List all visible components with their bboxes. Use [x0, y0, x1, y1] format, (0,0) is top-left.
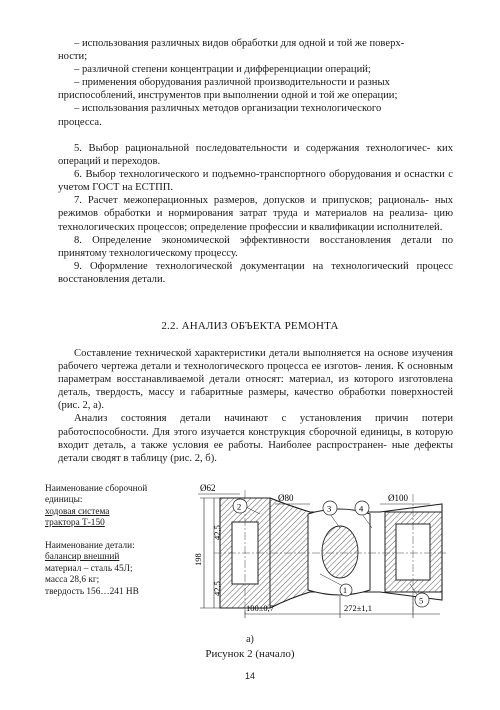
- dim-dia-100: Ø100: [388, 493, 408, 503]
- section-paragraph: Составление технической характеристики детали выполняется на основе изучения рабочего чертежа детали и технологического процесса ее изготов- ления. К основным параметрам восстанавливаемой детали относят: материал, из которого изготовлена деталь, твердость, массу и габаритные размеры, качество обработки поверхностей (рис. 2, а).: [58, 348, 453, 412]
- intro-line: процесса.: [58, 116, 102, 128]
- dim-42-5-top: 42,5: [212, 525, 222, 540]
- step-item: 6. Выбор технологического и подъемно-транспортного оборудования и оснастки с учетом ГОСТ на ЕСТПП.: [58, 169, 453, 194]
- svg-text:2: 2: [237, 501, 242, 512]
- intro-line: – различной степени концентрации и дифференциации операций;: [74, 64, 371, 76]
- mass-text: масса 28,6 кг;: [45, 575, 100, 586]
- page-number: 14: [244, 671, 255, 681]
- part-value: балансир внешний: [45, 552, 120, 563]
- assembly-unit-info: [45, 484, 173, 530]
- step-item: 7. Расчет межоперационных размеров, допусков и припусков; рациональ- ных режимов обработки и нормирования затрат труда и материалов на реализа- цию технологических процессов; определение профессии и квалификации исполнителей.: [58, 195, 453, 233]
- dim-dia-80: Ø80: [278, 493, 294, 503]
- svg-text:5: 5: [419, 595, 424, 606]
- intro-line: ности;: [58, 51, 88, 63]
- unit-label: Наименование сборочной единицы:: [45, 484, 148, 506]
- steps-list: [58, 142, 453, 286]
- dim-dia-62: Ø62: [200, 484, 216, 493]
- dim-42-5-bottom: 42,5: [212, 581, 222, 596]
- unit-value: ходовая система: [45, 506, 110, 517]
- dim-272: 272±1,1: [344, 603, 373, 613]
- intro-line: – применения оборудования различной производительности и разных: [74, 77, 390, 89]
- unit-value: трактора Т-150: [45, 518, 105, 529]
- figure-sublabel: а): [246, 634, 254, 645]
- part-label: Наименование детали:: [45, 541, 135, 551]
- intro-list: [58, 37, 453, 129]
- intro-line: приспособлений, инструментов при выполнении одной и той же операции;: [58, 90, 398, 102]
- part-drawing: [180, 484, 450, 632]
- section-paragraph: Анализ состояния детали начинают с установления причин потери работоспособности. Для этого изучается конструкция сборочной единицы, в которую входит деталь, а также условия ее работы. Наиболее распространен- ные дефекты детали сводят в таблицу (рис. 2, б).: [58, 413, 453, 464]
- section-body: [58, 347, 453, 465]
- part-info: [45, 541, 173, 598]
- section-heading: 2.2. АНАЛИЗ ОБЪЕКТА РЕМОНТА: [161, 320, 339, 332]
- step-item: 8. Определение экономической эффективности восстановления детали по принятому технологическому процессу.: [58, 234, 453, 259]
- svg-text:4: 4: [359, 503, 364, 514]
- dim-100: 100±0,7: [246, 603, 275, 613]
- svg-text:3: 3: [327, 503, 332, 514]
- intro-line: – использования различных методов организации технологического: [74, 103, 382, 115]
- svg-text:1: 1: [343, 586, 347, 595]
- figure-caption: Рисунок 2 (начало): [205, 648, 295, 660]
- material-text: материал – сталь 45Л;: [45, 563, 133, 574]
- hardness-text: твердость 156…241 НВ: [45, 586, 139, 597]
- step-item: 9. Оформление технологической документации на технологический процесс восстановления детали.: [58, 260, 453, 285]
- dim-198: 198: [193, 553, 203, 566]
- intro-line: – использования различных видов обработки для одной и той же поверх-: [74, 38, 405, 49]
- step-item: 5. Выбор рациональной последовательности и содержания технологичес- ких операций и переходов.: [58, 143, 453, 168]
